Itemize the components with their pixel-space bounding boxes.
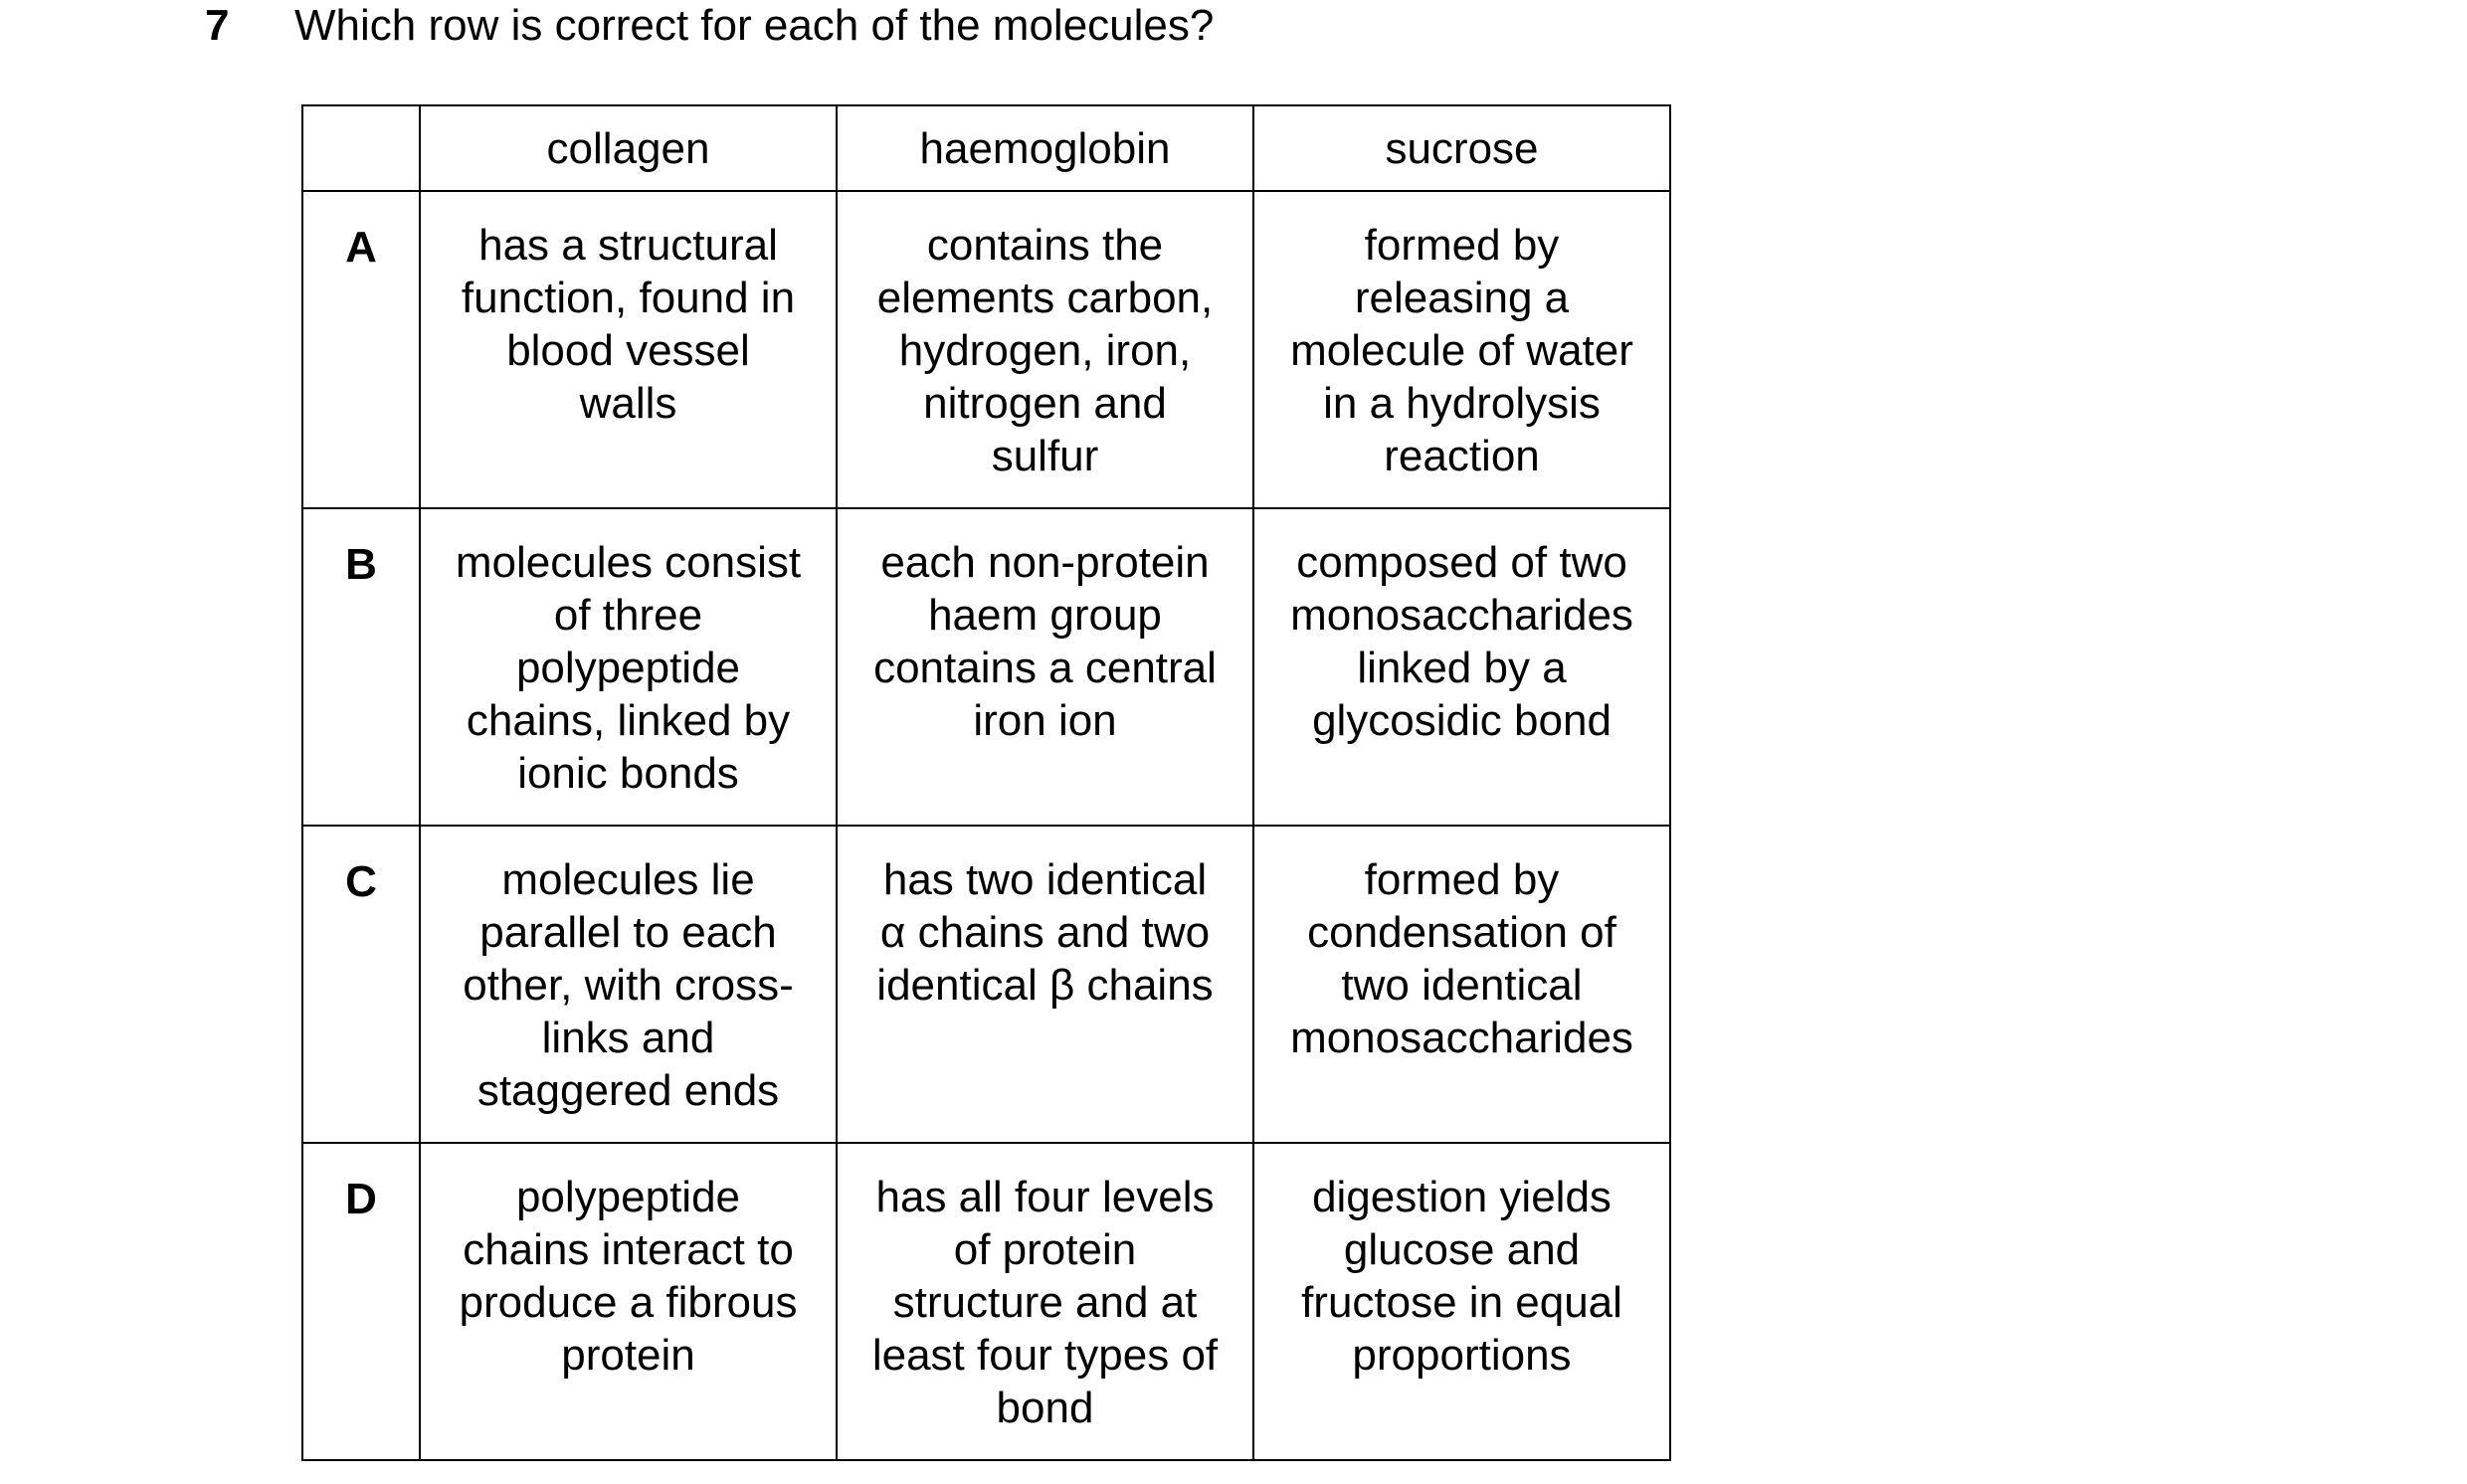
header-collagen: collagen bbox=[420, 105, 837, 191]
header-sucrose: sucrose bbox=[1253, 105, 1670, 191]
collagen-cell bbox=[420, 191, 837, 508]
sucrose-cell bbox=[1253, 826, 1670, 1143]
table-row-a bbox=[302, 191, 1670, 508]
row-letter-cell bbox=[302, 1143, 420, 1460]
sucrose-text: formed by releasing a molecule of water in a hydrolysis reaction bbox=[1290, 221, 1633, 480]
sucrose-text: formed by condensation of two identical monosaccharides bbox=[1290, 855, 1633, 1062]
haemoglobin-text: has two identical α chains and two identical β chains bbox=[876, 855, 1214, 1010]
collagen-cell bbox=[420, 1143, 837, 1460]
row-letter-cell bbox=[302, 508, 420, 826]
header-blank-cell bbox=[302, 105, 420, 191]
sucrose-text: composed of two monosaccharides linked by a glycosidic bond bbox=[1290, 538, 1633, 745]
table-row-d bbox=[302, 1143, 1670, 1460]
sucrose-cell bbox=[1253, 508, 1670, 826]
haemoglobin-text: each non-protein haem group contains a central iron ion bbox=[873, 538, 1217, 745]
sucrose-cell bbox=[1253, 191, 1670, 508]
haemoglobin-text: has all four levels of protein structure and at least four types of bond bbox=[871, 1173, 1219, 1432]
row-letter-cell bbox=[302, 826, 420, 1143]
haemoglobin-cell bbox=[837, 508, 1253, 826]
haemoglobin-cell bbox=[837, 1143, 1253, 1460]
sucrose-cell bbox=[1253, 1143, 1670, 1460]
row-letter: B bbox=[345, 540, 377, 589]
sucrose-text: digestion yields glucose and fructose in equal proportions bbox=[1301, 1173, 1622, 1380]
table-header-row bbox=[302, 105, 1670, 191]
answer-table bbox=[301, 104, 1671, 1461]
haemoglobin-text: contains the elements carbon, hydrogen, iron, nitrogen and sulfur bbox=[876, 221, 1214, 480]
header-haemoglobin: haemoglobin bbox=[837, 105, 1253, 191]
table-row-c bbox=[302, 826, 1670, 1143]
row-letter: C bbox=[345, 857, 377, 906]
haemoglobin-cell bbox=[837, 191, 1253, 508]
question-number: 7 bbox=[205, 1, 230, 50]
collagen-cell bbox=[420, 826, 837, 1143]
collagen-text: molecules consist of three polypeptide chains, linked by ionic bonds bbox=[455, 538, 802, 798]
collagen-text: polypeptide chains interact to produce a fibrous protein bbox=[459, 1173, 798, 1380]
row-letter: D bbox=[345, 1175, 377, 1223]
table-row-b bbox=[302, 508, 1670, 826]
collagen-cell bbox=[420, 508, 837, 826]
row-letter-cell bbox=[302, 191, 420, 508]
question-text: Which row is correct for each of the molecules? bbox=[294, 1, 1215, 50]
collagen-text: molecules lie parallel to each other, with cross- links and staggered ends bbox=[463, 855, 794, 1115]
collagen-text: has a structural function, found in blood vessel walls bbox=[461, 221, 796, 428]
row-letter: A bbox=[345, 223, 377, 272]
haemoglobin-cell bbox=[837, 826, 1253, 1143]
